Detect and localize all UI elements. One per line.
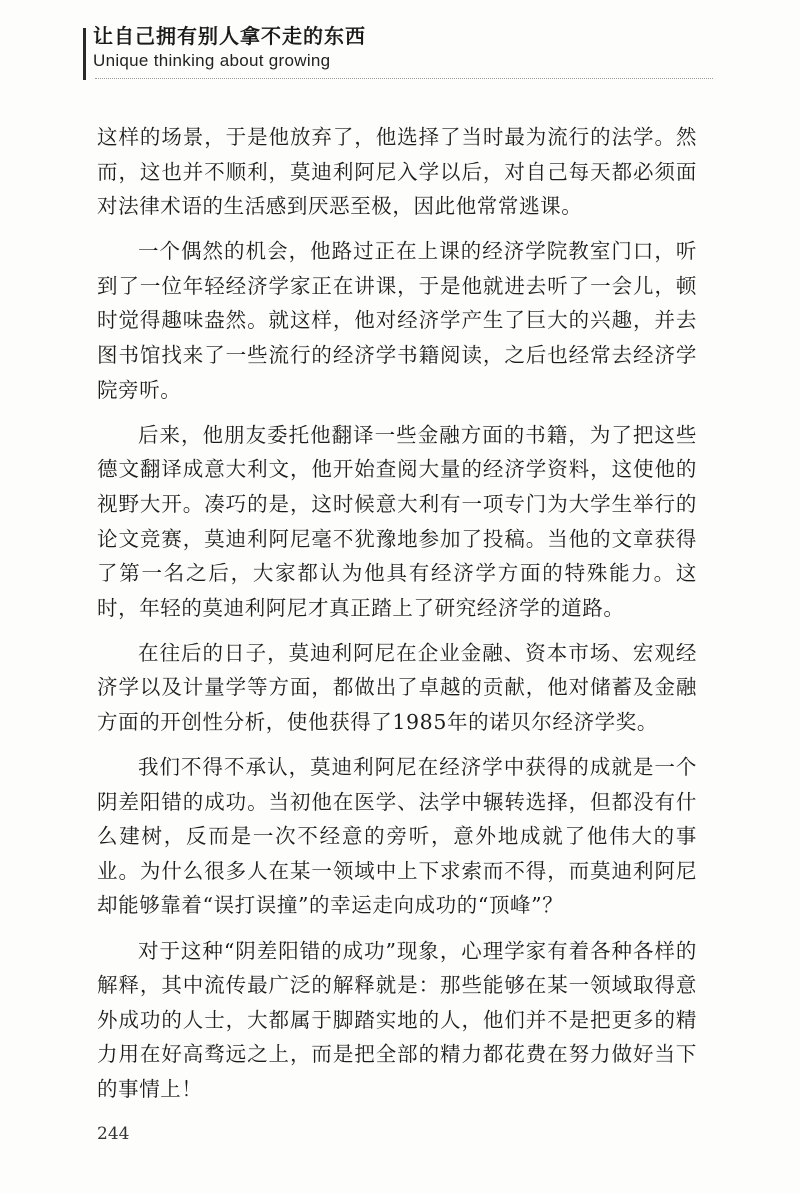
header-divider [95,78,713,79]
body-text [97,120,697,1117]
header-accent-bar [83,28,86,80]
paragraph: 我们不得不承认，莫迪利阿尼在经济学中获得的成就是一个阴差阳错的成功。当初他在医学、法学中辗转选择，但都没有什么建树，反而是一次不经意的旁听，意外地成就了他伟大的事业。为什么很多人在某一领域中上下求索而不得，而莫迪利阿尼却能够靠着“误打误撞”的幸运走向成功的“顶峰”？ [97,755,697,918]
chapter-subtitle: Unique thinking about growing [93,51,331,70]
paragraph: 一个偶然的机会，他路过正在上课的经济学院教室门口，听到了一位年轻经济学家正在讲课，于是他就进去听了一会儿，顿时觉得趣味盎然。就这样，他对经济学产生了巨大的兴趣，并去图书馆找来了一些流行的经济学书籍阅读，之后也经常去经济学院旁听。 [97,239,697,402]
paragraph: 对于这种“阴差阳错的成功”现象，心理学家有着各种各样的解释，其中流传最广泛的解释就是：那些能够在某一领域取得意外成功的人士，大都属于脚踏实地的人，他们并不是把更多的精力用在好高骛远之上，而是把全部的精力都花费在努力做好当下的事情上！ [97,938,697,1101]
page-number: 244 [97,1124,130,1144]
paragraph: 在往后的日子，莫迪利阿尼在企业金融、资本市场、宏观经济学以及计量学等方面，都做出了卓越的贡献，他对储蓄及金融方面的开创性分析，使他获得了1985年的诺贝尔经济学奖。 [97,640,697,734]
running-header [93,22,713,72]
chapter-title: 让自己拥有别人拿不走的东西 [93,24,366,48]
paragraph-continued: 这样的场景，于是他放弃了，他选择了当时最为流行的法学。然而，这也并不顺利，莫迪利阿尼入学以后，对自己每天都必须面对法律术语的生活感到厌恶至极，因此他常常逃课。 [97,125,697,219]
paragraph: 后来，他朋友委托他翻译一些金融方面的书籍，为了把这些德文翻译成意大利文，他开始查阅大量的经济学资料，这使他的视野大开。凑巧的是，这时候意大利有一项专门为大学生举行的论文竞赛，莫迪利阿尼毫不犹豫地参加了投稿。当他的文章获得了第一名之后，大家都认为他具有经济学方面的特殊能力。这时，年轻的莫迪利阿尼才真正踏上了研究经济学的道路。 [97,422,697,620]
